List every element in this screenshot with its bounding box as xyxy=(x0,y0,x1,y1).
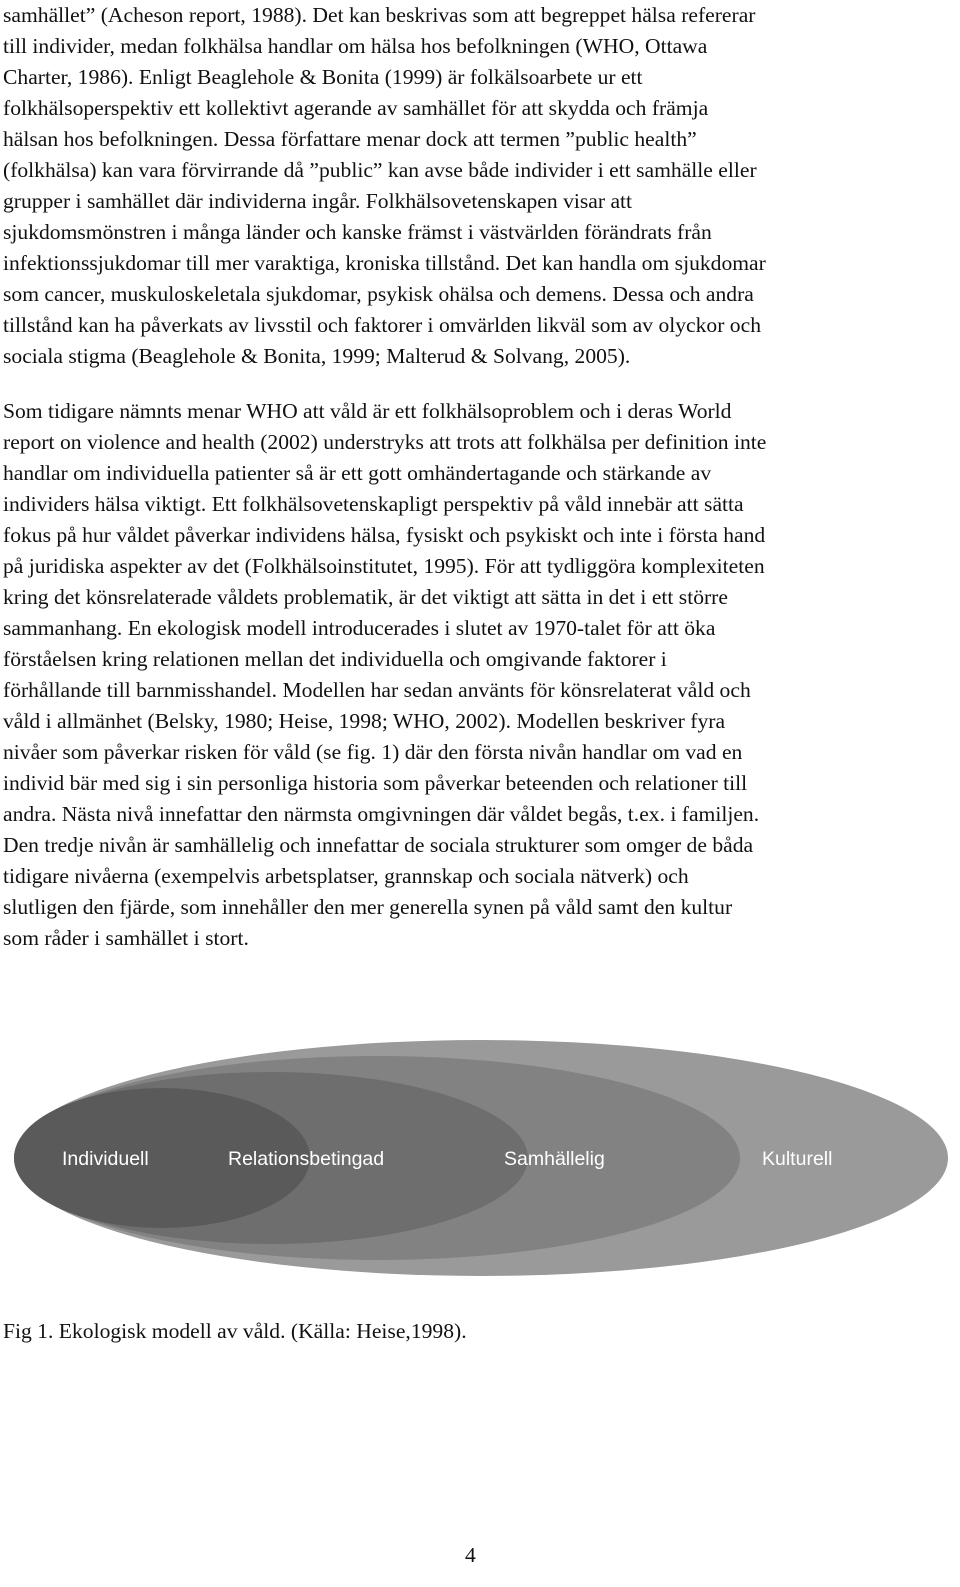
label-kulturell: Kulturell xyxy=(762,1148,833,1170)
label-samhallelig: Samhällelig xyxy=(504,1148,605,1170)
text-line: individ bär med sig i sin personliga historia som påverkar beteenden och relationer till xyxy=(3,771,748,795)
text-line: handlar om individuella patienter så är ett gott omhändertagande och stärkande av xyxy=(3,461,712,485)
text-line: fokus på hur våldet påverkar individens hälsa, fysiskt och psykiskt och inte i första hand xyxy=(3,523,766,547)
text-line: infektionssjukdomar till mer varaktiga, kroniska tillstånd. Det kan handla om sjukdomar xyxy=(3,251,766,275)
text-line: samhället” (Acheson report, 1988). Det kan beskrivas som att begreppet hälsa refererar xyxy=(3,3,756,27)
text-line: individers hälsa viktigt. Ett folkhälsovetenskapligt perspektiv på våld innebär att sätta xyxy=(3,492,744,516)
figure-caption: Fig 1. Ekologisk modell av våld. (Källa: Heise,1998). xyxy=(3,1319,467,1343)
page-number: 4 xyxy=(465,1543,476,1567)
text-line: Den tredje nivån är samhällelig och innefattar de sociala strukturer som omger de båda xyxy=(3,833,754,857)
text-line: sociala stigma (Beaglehole & Bonita, 1999; Malterud & Solvang, 2005). xyxy=(3,344,631,368)
text-line: som råder i samhället i stort. xyxy=(3,926,249,950)
text-line: tillstånd kan ha påverkats av livsstil och faktorer i omvärlden likväl som av olyckor och xyxy=(3,313,761,337)
text-line: som cancer, muskuloskeletala sjukdomar, psykisk ohälsa och demens. Dessa och andra xyxy=(3,282,754,306)
label-relationsbetingad: Relationsbetingad xyxy=(228,1148,385,1170)
text-line: folkhälsoperspektiv ett kollektivt agerande av samhället för att skydda och främja xyxy=(3,96,709,120)
text-line: Som tidigare nämnts menar WHO att våld är ett folkhälsoproblem och i deras World xyxy=(3,399,732,423)
text-line: sjukdomsmönstren i många länder och kanske främst i västvärlden förändrats från xyxy=(3,220,712,244)
ecological-model-diagram xyxy=(14,1040,949,1280)
text-line: kring det könsrelaterade våldets problematik, är det viktigt att sätta in det i ett större xyxy=(3,585,728,609)
text-line: (folkhälsa) kan vara förvirrande då ”public” kan avse både individer i ett samhälle eller xyxy=(3,158,757,182)
text-line: till individer, medan folkhälsa handlar om hälsa hos befolkningen (WHO, Ottawa xyxy=(3,34,708,58)
label-individuell: Individuell xyxy=(62,1148,149,1170)
text-line: hälsan hos befolkningen. Dessa författare menar dock att termen ”public health” xyxy=(3,127,697,151)
text-line: sammanhang. En ekologisk modell introducerades i slutet av 1970-talet för att öka xyxy=(3,616,716,640)
text-line: nivåer som påverkar risken för våld (se fig. 1) där den första nivån handlar om vad en xyxy=(3,740,743,764)
text-line: på juridiska aspekter av det (Folkhälsoinstitutet, 1995). För att tydliggöra komplexiteten xyxy=(3,554,765,578)
text-line: förståelsen kring relationen mellan det individuella och omgivande faktorer i xyxy=(3,647,667,671)
text-line: våld i allmänhet (Belsky, 1980; Heise, 1998; WHO, 2002). Modellen beskriver fyra xyxy=(3,709,726,733)
text-line: grupper i samhället där individerna ingår. Folkhälsovetenskapen visar att xyxy=(3,189,633,213)
text-line: andra. Nästa nivå innefattar den närmsta omgivningen där våldet begås, t.ex. i familjen. xyxy=(3,802,760,826)
text-line: tidigare nivåerna (exempelvis arbetsplatser, grannskap och sociala nätverk) och xyxy=(3,864,689,888)
text-line: slutligen den fjärde, som innehåller den mer generella synen på våld samt den kultur xyxy=(3,895,733,919)
text-line: förhållande till barnmisshandel. Modellen har sedan använts för könsrelaterat våld och xyxy=(3,678,751,702)
text-line: report on violence and health (2002) understryks att trots att folkhälsa per definition inte xyxy=(3,430,767,454)
ecological-model-figure xyxy=(14,1040,949,1280)
text-line: Charter, 1986). Enligt Beaglehole & Bonita (1999) är folkälsoarbete ur ett xyxy=(3,65,643,89)
